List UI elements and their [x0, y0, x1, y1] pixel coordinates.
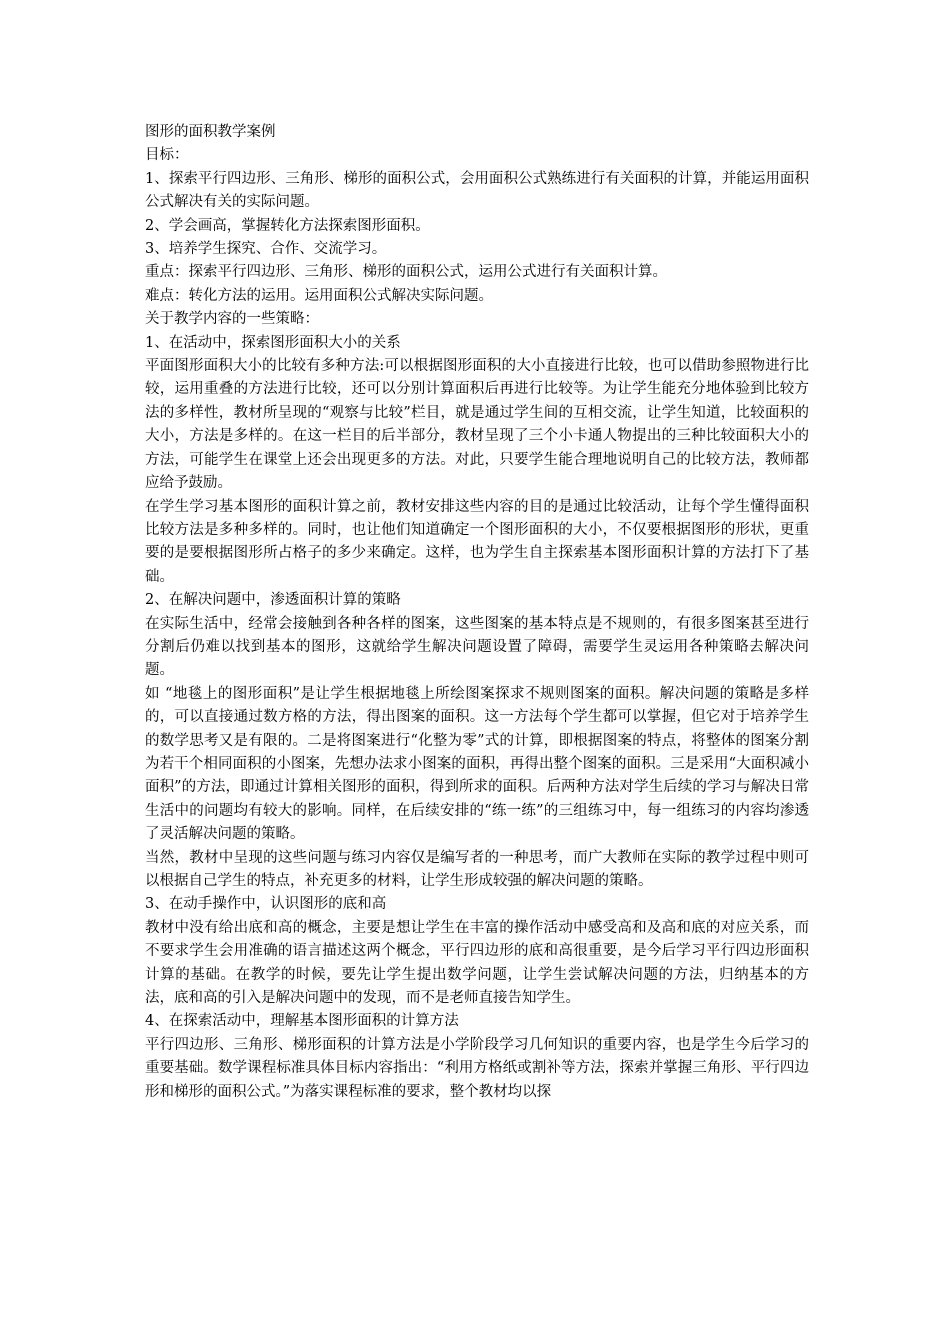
paragraph-goal-2: 2、学会画高，掌握转化方法探索图形面积。	[145, 217, 430, 234]
paragraph-section-4-body: 平行四边形、三角形、梯形面积的计算方法是小学阶段学习几何知识的重要内容，也是学生今后学习的重要基础。数学课程标准具体目标内容指出：“利用方格纸或割补等方法，探索并掌握三角形、平行四边形和梯形的面积公式。”为落实课程标准的要求，整个教材均以探	[145, 1036, 809, 1100]
paragraph-section-4-heading: 4、在探索活动中，理解基本图形面积的计算方法	[145, 1013, 459, 1030]
paragraph-section-2-body-c: 当然，教材中呈现的这些问题与练习内容仅是编写者的一种思考，而广大教师在实际的教学过程中则可以根据自己学生的特点，补充更多的材料，让学生形成较强的解决问题的策略。	[145, 849, 809, 889]
paragraph-section-2-body-a: 在实际生活中，经常会接触到各种各样的图案，这些图案的基本特点是不规则的，有很多图案甚至进行分割后仍难以找到基本的图形，这就给学生解决问题设置了障碍，需要学生灵运用各种策略去解决问题。	[145, 615, 809, 679]
paragraph-section-3-body: 教材中没有给出底和高的概念，主要是想让学生在丰富的操作活动中感受高和及高和底的对应关系，而不要求学生会用准确的语言描述这两个概念，平行四边形的底和高很重要，是今后学习平行四边形面积计算的基础。在教学的时候，要先让学生提出数学问题，让学生尝试解决问题的方法，归纳基本的方法，底和高的引入是解决问题中的发现，而不是老师直接告知学生。	[145, 919, 809, 1007]
paragraph-strategy-heading: 关于教学内容的一些策略：	[145, 311, 319, 328]
paragraph-section-2-body-b: 如 “地毯上的图形面积”是让学生根据地毯上所绘图案探求不规则图案的面积。解决问题的策略是多样的，可以直接通过数方格的方法，得出图案的面积。这一方法每个学生都可以掌握，但它对于培养学生的数学思考又是有限的。二是将图案进行“化整为零”式的计算，即根据图案的特点，将整体的图案分割为若干个相同面积的小图案，先想办法求小图案的面积，再得出整个图案的面积。三是采用“大面积减小面积”的方法，即通过计算相关图形的面积，得到所求的面积。后两种方法对学生后续的学习与解决日常生活中的问题均有较大的影响。同样，在后续安排的“练一练”的三组练习中，每一组练习的内容均渗透了灵活解决问题的策略。	[145, 685, 809, 843]
paragraph-section-3-heading: 3、在动手操作中，认识图形的底和高	[145, 896, 387, 913]
paragraph-key-point: 重点：探索平行四边形、三角形、梯形的面积公式，运用公式进行有关面积计算。	[145, 264, 667, 281]
paragraph-goal-1: 1、探索平行四边形、三角形、梯形的面积公式，会用面积公式熟练进行有关面积的计算，并能运用面积公式解决有关的实际问题。	[145, 170, 809, 211]
paragraph-section-1-heading: 1、在活动中，探索图形面积大小的关系	[145, 334, 401, 351]
paragraph-section-1-body-b: 在学生学习基本图形的面积计算之前，教材安排这些内容的目的是通过比较活动，让每个学生懂得面积比较方法是多种多样的。同时，也让他们知道确定一个图形面积的大小，不仅要根据图形的形状，更重要的是要根据图形所占格子的多少来确定。这样，也为学生自主探索基本图形面积计算的方法打下了基础。	[145, 498, 809, 585]
paragraph-section-2-heading: 2、在解决问题中，渗透面积计算的策略	[145, 592, 401, 609]
document-body	[145, 121, 809, 1104]
paragraph-goal-3: 3、培养学生探究、合作、交流学习。	[145, 241, 387, 258]
paragraph-difficulty: 难点：转化方法的运用。运用面积公式解决实际问题。	[145, 287, 493, 304]
paragraph-section-1-body-a: 平面图形面积大小的比较有多种方法:可以根据图形面积的大小直接进行比较，也可以借助参照物进行比较，运用重叠的方法进行比较，还可以分别计算面积后再进行比较等。为让学生能充分地体验到比较方法的多样性，教材所呈现的“观察与比较”栏目，就是通过学生间的互相交流，让学生知道，比较面积的大小，方法是多样的。在这一栏目的后半部分，教材呈现了三个小卡通人物提出的三种比较面积大小的方法，可能学生在课堂上还会出现更多的方法。对此，只要学生能合理地说明自己的比较方法，教师都应给予鼓励。	[145, 358, 809, 492]
document-title: 图形的面积教学案例	[145, 124, 276, 140]
paragraph-goals-heading: 目标：	[145, 147, 189, 164]
